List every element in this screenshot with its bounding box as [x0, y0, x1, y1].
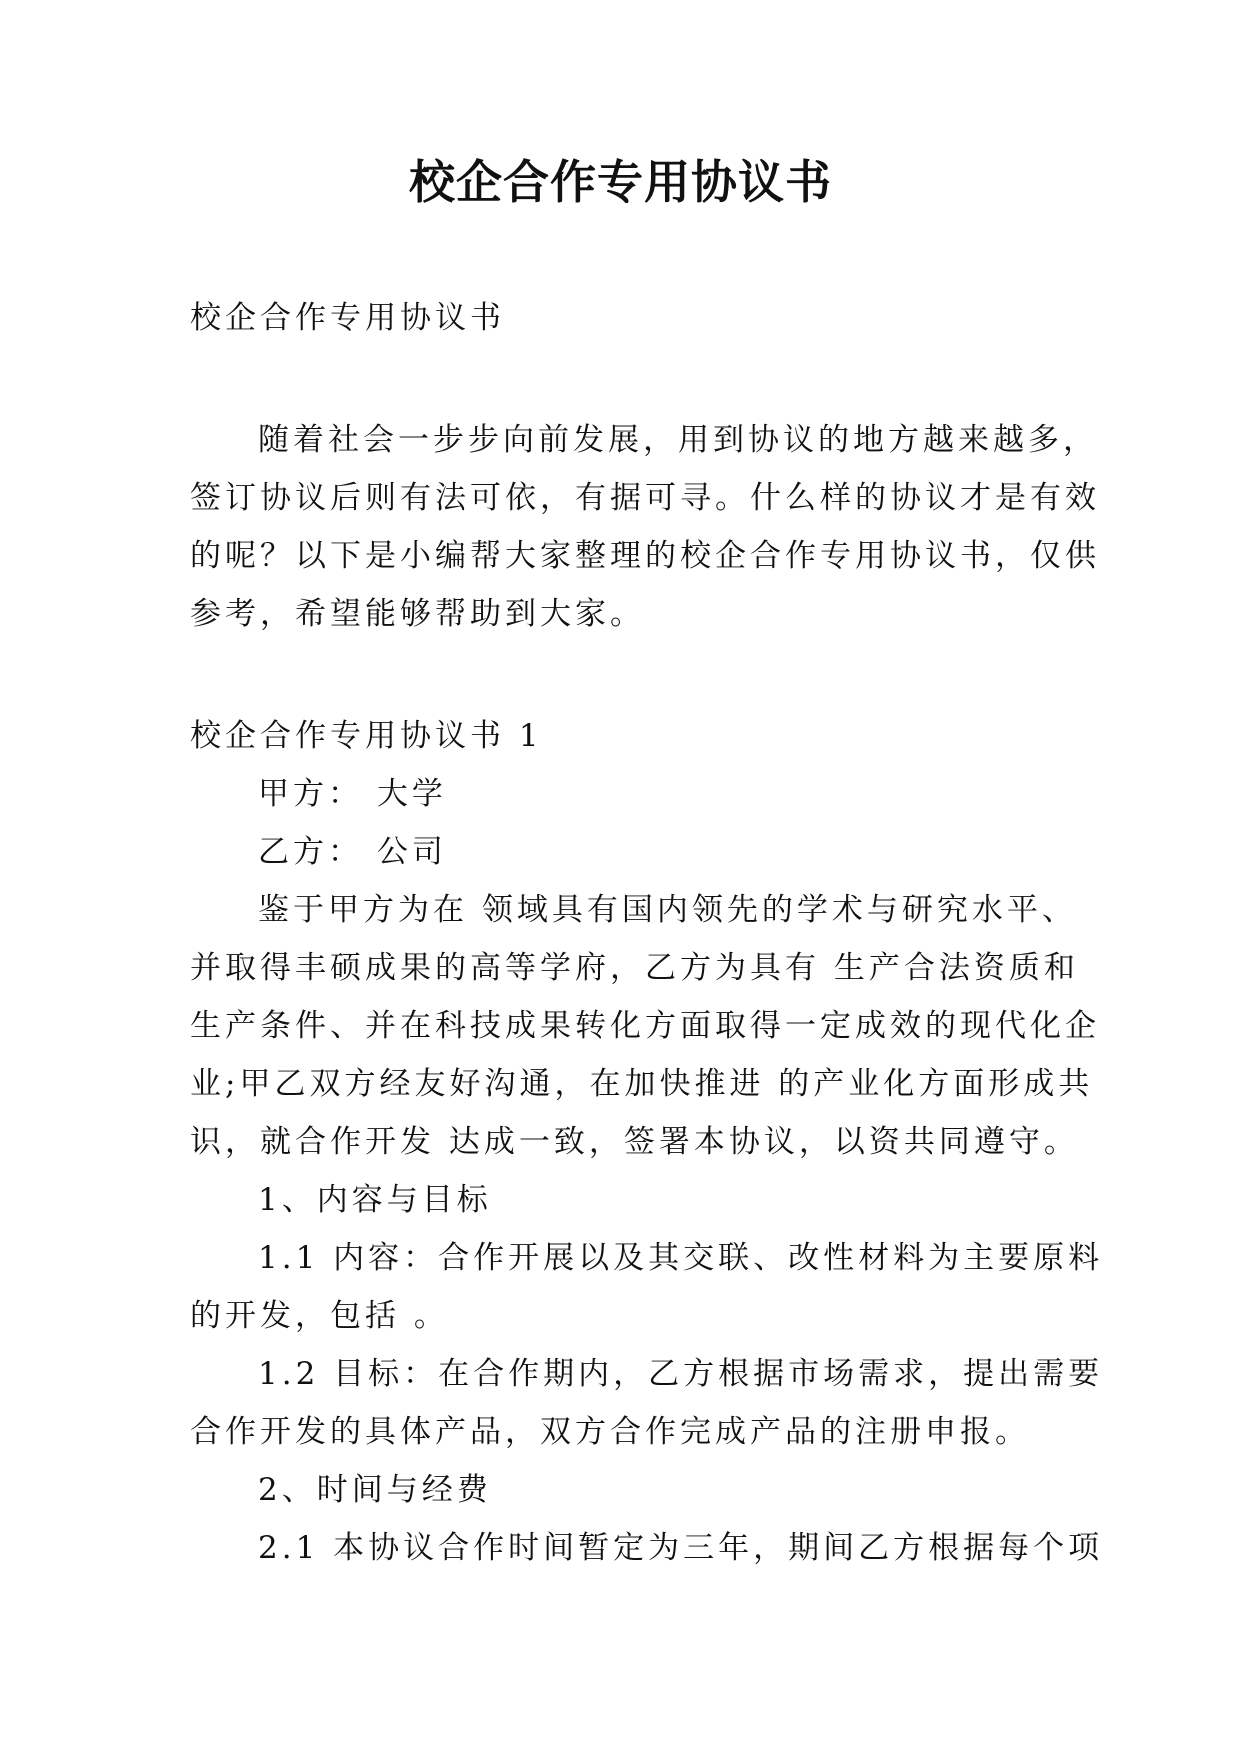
- clause-line: 合作开发的具体产品，双方合作完成产品的注册申报。: [190, 1414, 1030, 1450]
- preamble-paragraph-line: 业;甲乙双方经友好沟通，在加快推进 的产业化方面形成共: [190, 1066, 1094, 1102]
- clause-line: 1.2 目标：在合作期内，乙方根据市场需求，提出需要: [258, 1356, 1104, 1392]
- clause-line: 1.1 内容：合作开展以及其交联、改性材料为主要原料: [258, 1240, 1104, 1276]
- intro-paragraph-line: 随着社会一步步向前发展，用到协议的地方越来越多，: [258, 422, 1098, 458]
- preamble-paragraph-line: 识，就合作开发 达成一致，签署本协议，以资共同遵守。: [190, 1124, 1079, 1160]
- preamble-paragraph-line: 鉴于甲方为在 领域具有国内领先的学术与研究水平、: [258, 892, 1077, 928]
- preamble-paragraph-line: 生产条件、并在科技成果转化方面取得一定成效的现代化企: [190, 1008, 1100, 1044]
- document-subtitle: 校企合作专用协议书: [190, 300, 505, 336]
- agreement-heading: 校企合作专用协议书 1: [190, 718, 543, 754]
- section-heading: 1、内容与目标: [258, 1182, 492, 1218]
- clause-line: 2.1 本协议合作时间暂定为三年，期间乙方根据每个项: [258, 1530, 1104, 1566]
- section-heading: 2、时间与经费: [258, 1472, 492, 1508]
- clause-line: 的开发，包括 。: [190, 1298, 449, 1334]
- intro-paragraph-line: 的呢？以下是小编帮大家整理的校企合作专用协议书，仅供: [190, 538, 1100, 574]
- intro-paragraph-line: 参考，希望能够帮助到大家。: [190, 596, 645, 632]
- preamble-paragraph-line: 并取得丰硕成果的高等学府，乙方为具有 生产合法资质和: [190, 950, 1079, 986]
- party-b-line: 乙方： 公司: [258, 834, 447, 870]
- intro-paragraph-line: 签订协议后则有法可依，有据可寻。什么样的协议才是有效: [190, 480, 1100, 516]
- document-title: 校企合作专用协议书: [409, 155, 832, 209]
- party-a-line: 甲方： 大学: [258, 776, 447, 812]
